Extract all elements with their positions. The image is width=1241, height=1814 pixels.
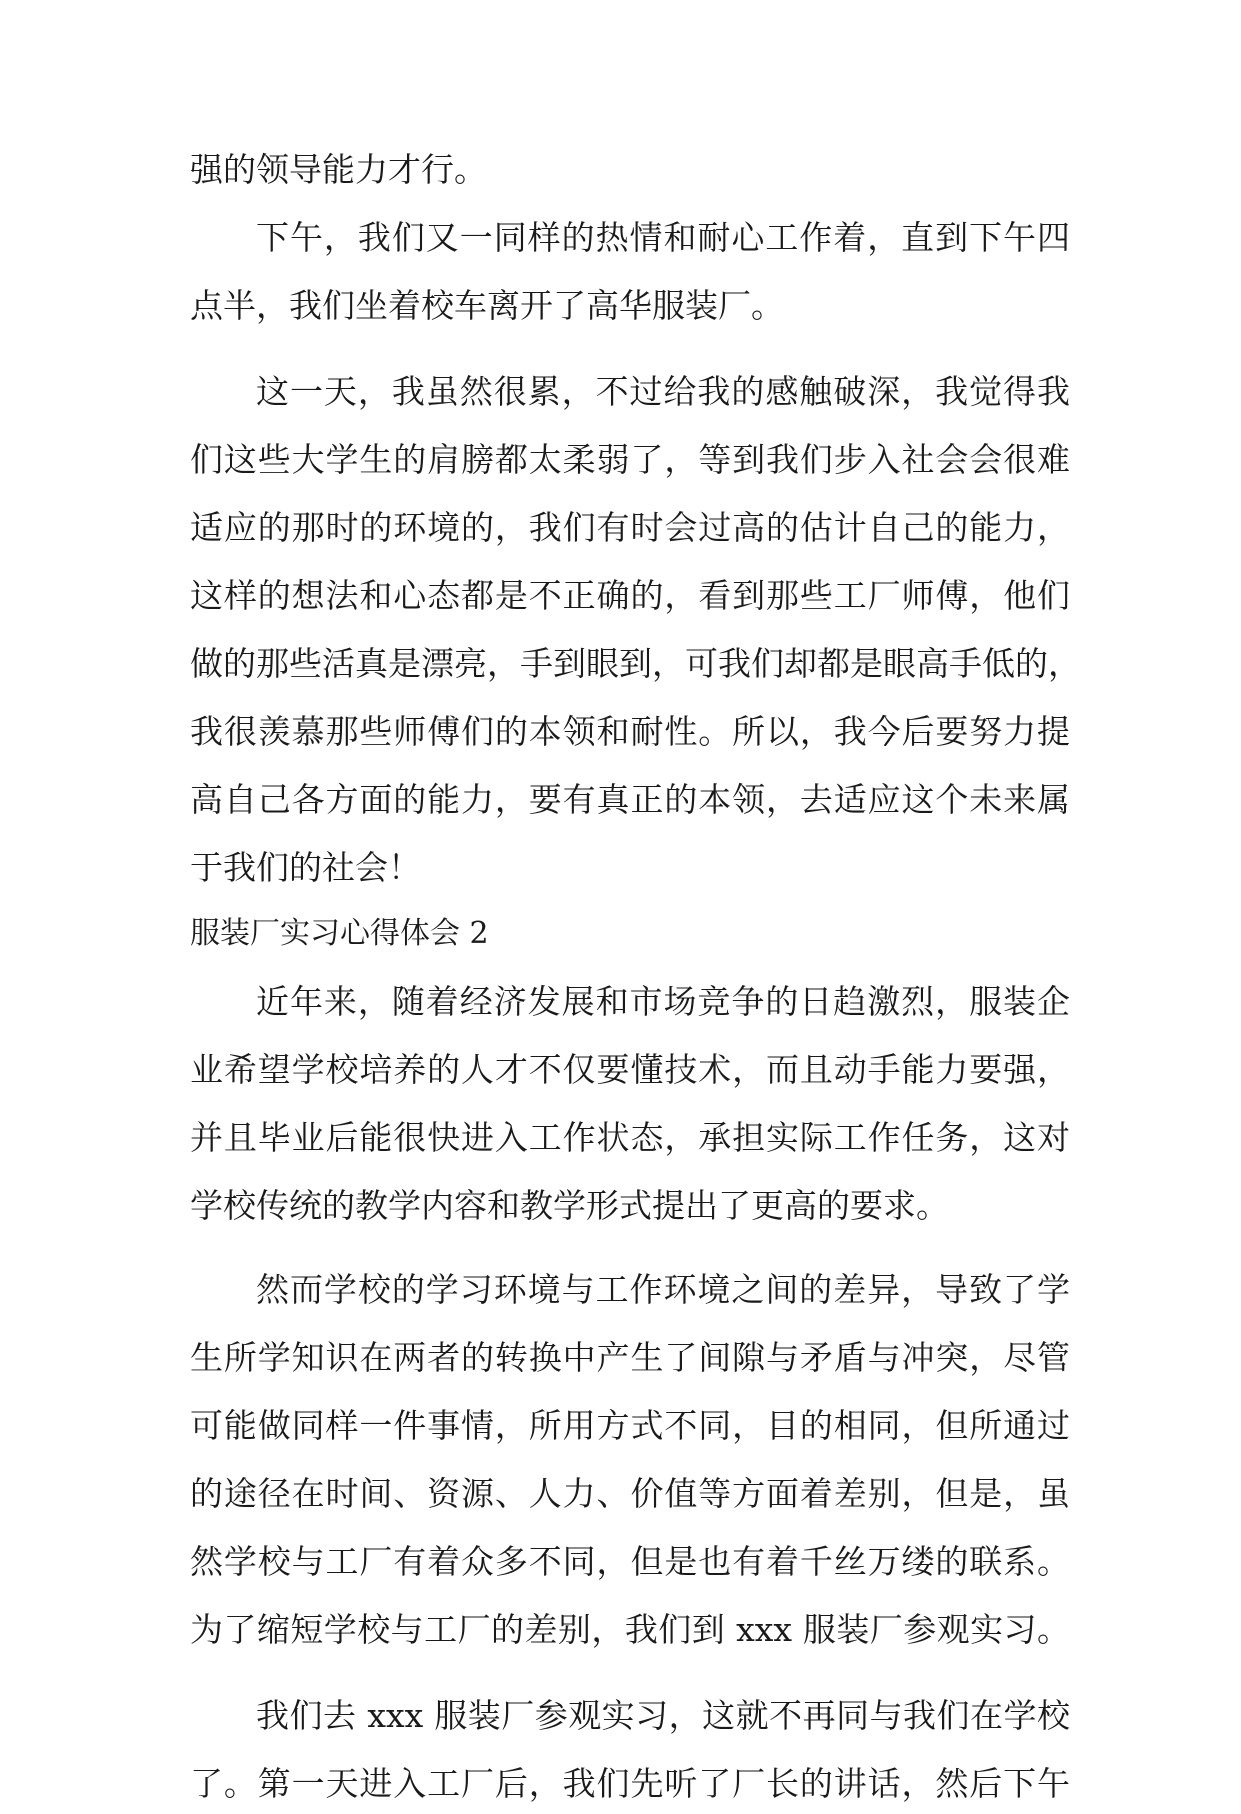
text-line: 为了缩短学校与工厂的差别，我们到 xxx 服装厂参观实习。 bbox=[190, 1610, 1070, 1649]
text-line: 然而学校的学习环境与工作环境之间的差异，导致了学 bbox=[256, 1270, 1070, 1309]
text-line: 学校传统的教学内容和教学形式提出了更高的要求。 bbox=[190, 1186, 949, 1225]
text-line: 然学校与工厂有着众多不同，但是也有着千丝万缕的联系。 bbox=[190, 1542, 1070, 1581]
text-line: 的途径在时间、资源、人力、价值等方面着差别，但是，虽 bbox=[190, 1474, 1070, 1513]
section-heading: 服装厂实习心得体会 2 bbox=[190, 916, 489, 951]
text-line: 了。第一天进入工厂后，我们先听了厂长的讲话，然后下午 bbox=[190, 1764, 1070, 1803]
text-line: 强的领导能力才行。 bbox=[190, 150, 487, 189]
text-line: 做的那些活真是漂亮，手到眼到，可我们却都是眼高手低的， bbox=[190, 644, 1081, 683]
text-line: 于我们的社会！ bbox=[190, 848, 421, 887]
text-line: 生所学知识在两者的转换中产生了间隙与矛盾与冲突，尽管 bbox=[190, 1338, 1070, 1377]
text-line: 高自己各方面的能力，要有真正的本领，去适应这个未来属 bbox=[190, 780, 1070, 819]
text-line: 近年来，随着经济发展和市场竞争的日趋激烈，服装企 bbox=[256, 982, 1070, 1021]
text-line: 这一天，我虽然很累，不过给我的感触破深，我觉得我 bbox=[256, 372, 1070, 411]
text-line: 这样的想法和心态都是不正确的，看到那些工厂师傅，他们 bbox=[190, 576, 1070, 615]
text-line: 并且毕业后能很快进入工作状态，承担实际工作任务，这对 bbox=[190, 1118, 1070, 1157]
text-line: 下午，我们又一同样的热情和耐心工作着，直到下午四 bbox=[256, 218, 1070, 257]
text-line: 我很羡慕那些师傅们的本领和耐性。所以，我今后要努力提 bbox=[190, 712, 1070, 751]
text-line: 业希望学校培养的人才不仅要懂技术，而且动手能力要强， bbox=[190, 1050, 1070, 1089]
text-line: 点半，我们坐着校车离开了高华服装厂。 bbox=[190, 286, 784, 325]
text-line: 们这些大学生的肩膀都太柔弱了，等到我们步入社会会很难 bbox=[190, 440, 1070, 479]
text-line: 适应的那时的环境的，我们有时会过高的估计自己的能力， bbox=[190, 508, 1070, 547]
text-line: 可能做同样一件事情，所用方式不同，目的相同，但所通过 bbox=[190, 1406, 1070, 1445]
text-line: 我们去 xxx 服装厂参观实习，这就不再同与我们在学校 bbox=[256, 1696, 1070, 1735]
